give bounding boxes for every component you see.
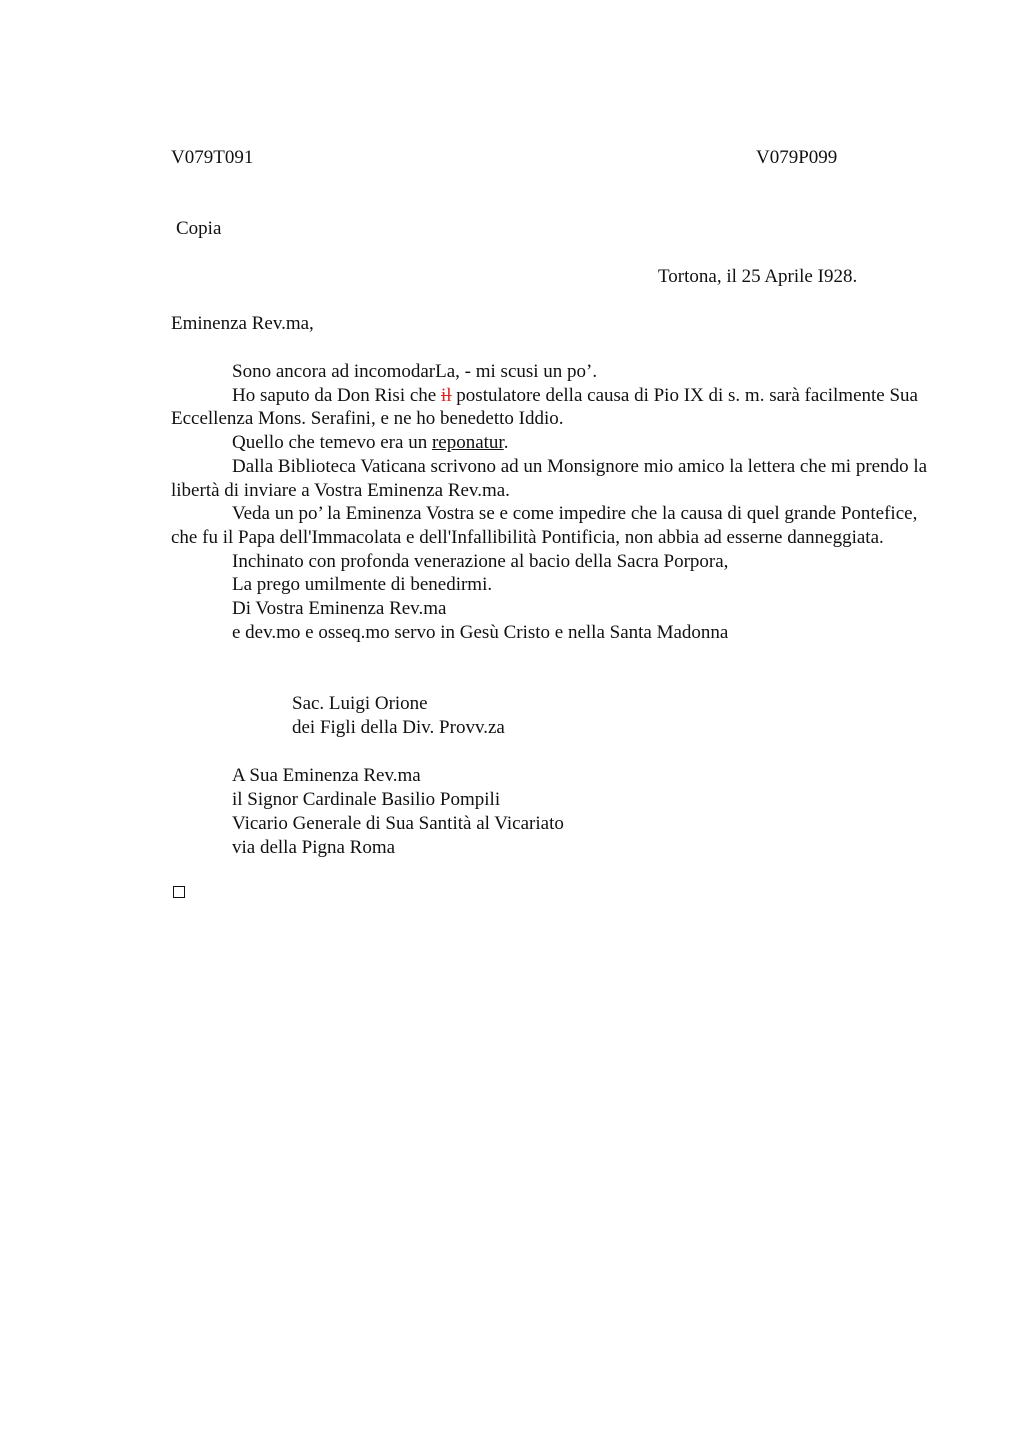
underlined-word: reponatur xyxy=(431,432,504,454)
paragraph-4: Dalla Biblioteca Vaticana scrivono ad un Monsignore mio amico la lettera che mi prendo la libertà di inviare a Vostra Eminenza Rev.ma. xyxy=(171,455,928,501)
paragraph-5: Veda un po’ la Eminenza Vostra se e come impedire che la causa di quel grande Pontefice, che fu il Papa dell'Immacolata e dell'Infallibilità Pontificia, non abbia ad esserne danneggiata. xyxy=(171,503,918,548)
address-line-4: via della Pigna Roma xyxy=(232,837,396,858)
paragraph-3-end: . xyxy=(503,432,509,454)
document-reference-left: V079T091 xyxy=(171,147,254,168)
paragraph-2-end: postulatore della causa di Pio IX di s. m. sarà facilmente Sua Eccellenza Mons. Serafini, e ne ho benedetto Iddio. xyxy=(171,384,918,430)
paragraph-8: Di Vostra Eminenza Rev.ma xyxy=(232,598,447,620)
paragraph-6: Inchinato con profonda venerazione al bacio della Sacra Porpora, xyxy=(232,550,729,572)
paragraph-1: Sono ancora ad incomodarLa, - mi scusi un po’. xyxy=(232,361,598,382)
paragraph-7: La prego umilmente di benedirmi. xyxy=(232,574,493,596)
paragraph-2 xyxy=(171,384,941,431)
address-line-3: Vicario Generale di Sua Santità al Vicariato xyxy=(232,813,564,834)
document-reference-right: V079P099 xyxy=(756,147,838,168)
signature-title: dei Figli della Div. Provv.za xyxy=(292,717,505,738)
date-line: Tortona, il 25 Aprile I928. xyxy=(658,266,858,287)
address-line-1: A Sua Eminenza Rev.ma xyxy=(232,765,421,786)
salutation: Eminenza Rev.ma, xyxy=(171,313,314,334)
address-line-2: il Signor Cardinale Basilio Pompili xyxy=(232,789,501,810)
copy-label: Copia xyxy=(176,218,222,239)
struck-word: il xyxy=(440,384,452,406)
paragraph-3 xyxy=(171,431,941,455)
paragraph-2-start: Ho saputo da Don Risi che xyxy=(232,384,441,406)
paragraph-3-start: Quello che temevo era un xyxy=(232,432,432,454)
square-outline-icon xyxy=(173,886,185,898)
paragraph-9: e dev.mo e osseq.mo servo in Gesù Cristo e nella Santa Madonna xyxy=(232,621,729,643)
recipient-address xyxy=(232,764,564,860)
signature-block xyxy=(292,692,505,740)
signature-name: Sac. Luigi Orione xyxy=(292,693,428,714)
letter-body xyxy=(171,360,941,644)
